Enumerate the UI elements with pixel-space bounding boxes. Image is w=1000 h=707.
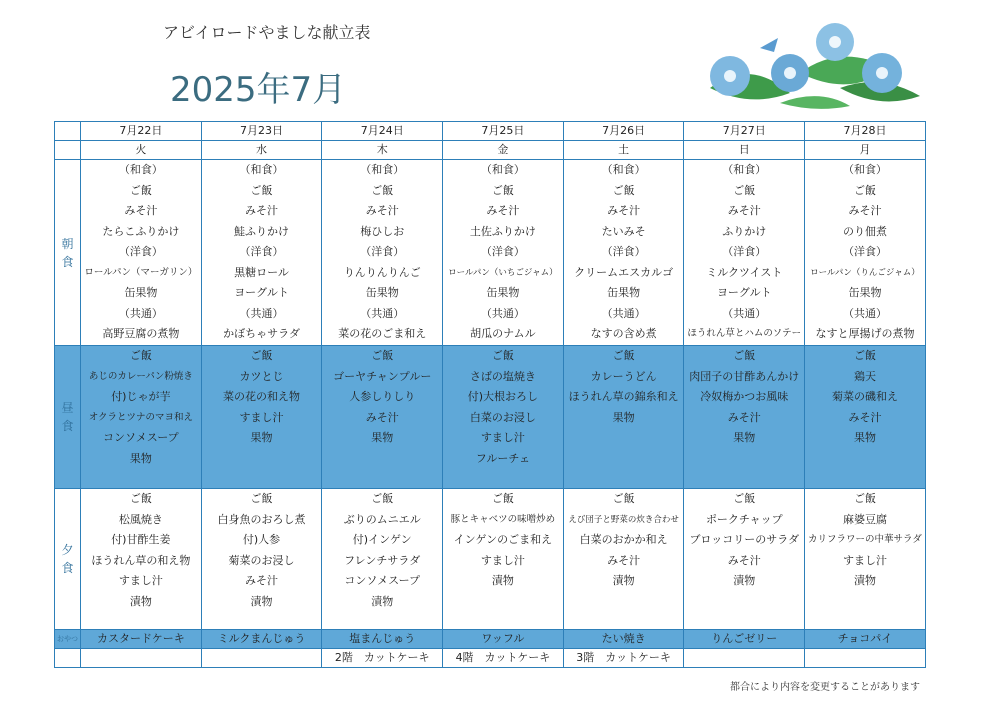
menu-item: コンソメスープ [103,431,179,444]
menu-item: 付)じゃが芋 [111,390,171,403]
menu-item: ご飯 [612,183,635,197]
menu-item: ご飯 [853,349,876,362]
menu-item: 果物 [250,431,273,444]
menu-item: 土佐ふりかけ [469,224,536,238]
menu-item: 付)甘酢生姜 [111,533,171,546]
lunch-cell [684,346,805,489]
menu-item: ぶりのムニエル [343,512,421,526]
menu-item: 鶏天 [853,369,876,383]
menu-item: みそ汁 [245,204,279,217]
menu-item: 梅ひしお [360,224,405,238]
extra-cell: 3階 カットケーキ [563,649,684,668]
menu-item: 人参しりしり [349,390,416,403]
menu-item: ご飯 [250,183,273,197]
snack-cell: りんごゼリー [684,630,805,649]
snack-row [55,630,926,649]
date-cell: 7月22日 [81,122,202,141]
extra-cell: 2階 カットケーキ [322,649,443,668]
menu-item: 果物 [129,451,152,465]
extra-cell [805,649,926,668]
menu-item: フレンチサラダ [344,553,421,567]
breakfast-cell [322,160,443,346]
menu-item: ヨーグルト [716,286,772,299]
menu-item: みそ汁 [607,553,641,567]
dinner-row [55,489,926,630]
snack-cell: チョコパイ [805,630,926,649]
menu-item: 菊菜の磯和え [831,390,898,403]
menu-item: ご飯 [733,349,756,362]
menu-item: 付)人参 [242,533,281,546]
month-title: 2025年7月 [170,70,347,110]
flower-shapes [710,23,902,96]
menu-item: ご飯 [853,183,876,197]
date-cell: 7月27日 [684,122,805,141]
menu-item: みそ汁 [727,410,761,424]
menu-item: ご飯 [371,183,394,197]
menu-item: フルーチェ [475,451,531,465]
weekday-cell: 月 [805,141,926,160]
menu-item: 付)大根おろし [467,390,539,403]
menu-item: ご飯 [491,183,514,197]
lunch-cell [805,346,926,489]
corner-cell [55,649,81,668]
menu-item: みそ汁 [848,410,882,424]
menu-item: （和食） [360,163,405,176]
menu-item: 白身魚のおろし煮 [217,512,306,526]
menu-item: かぼちゃサラダ [223,327,300,340]
corner-cell [55,141,81,160]
menu-item: ロールパン（いちごジャム） [448,267,558,278]
menu-item: みそ汁 [848,204,882,217]
menu-item: コンソメスープ [344,574,421,587]
menu-item: 松風焼き [118,512,163,526]
menu-item: ご飯 [129,183,152,197]
menu-item: ほうれん草とハムのソテー [687,328,802,339]
menu-item: ほうれん草の錦糸和え [568,390,679,403]
menu-item: すまし汁 [842,553,887,567]
menu-item: クリームエスカルゴ [574,265,674,279]
menu-item: （洋食） [360,245,405,258]
menu-item: （共通） [118,306,163,320]
breakfast-cell [805,160,926,346]
menu-item: 麻婆豆腐 [842,512,887,526]
menu-item: （和食） [239,163,284,176]
menu-item: 果物 [853,431,876,444]
menu-item: さばの塩焼き [469,369,536,383]
menu-item: 白菜のお浸し [469,410,536,424]
menu-item: 缶果物 [607,286,641,299]
menu-item: （洋食） [118,245,163,258]
menu-item: ご飯 [250,492,273,505]
menu-item: （和食） [722,163,767,176]
menu-item: みそ汁 [727,204,761,217]
menu-item: 鮭ふりかけ [234,224,290,238]
menu-item: （共通） [480,306,525,320]
lunch-cell [563,346,684,489]
date-cell: 7月23日 [201,122,322,141]
menu-item: みそ汁 [486,204,520,217]
menu-item: 豚とキャベツの味噌炒め [450,513,556,525]
breakfast-cell [443,160,564,346]
snack-cell: ミルクまんじゅう [201,630,322,649]
snack-cell: たい焼き [563,630,684,649]
menu-item: 漬物 [733,574,756,587]
menu-item: ほうれん草の和え物 [91,553,191,567]
menu-item: ご飯 [612,349,635,362]
extra-cell [201,649,322,668]
menu-item: ポークチャップ [705,512,783,526]
menu-item: あじのカレーパン粉焼き [88,370,193,382]
facility-title: アビイロードやましな献立表 [163,23,371,42]
menu-item: りんりんりんご [343,265,421,279]
menu-item: （洋食） [601,245,646,258]
menu-item: （共通） [239,306,284,320]
menu-item: 漬物 [612,574,635,587]
menu-item: ご飯 [853,492,876,505]
dinner-cell [684,489,805,630]
menu-item: カリフラワーの中華サラダ [808,534,922,545]
breakfast-cell [563,160,684,346]
lunch-cell [322,346,443,489]
menu-item: ミルクツイスト [706,265,783,279]
date-row [55,122,926,141]
weekday-cell: 火 [81,141,202,160]
weekday-row [55,141,926,160]
menu-item: カレーうどん [590,369,657,383]
menu-item: （和食） [842,163,887,176]
menu-item: 白菜のおかか和え [579,533,668,546]
menu-item: （和食） [601,163,646,176]
weekday-cell: 土 [563,141,684,160]
menu-item: 菊菜のお浸し [228,553,295,567]
menu-item: みそ汁 [245,574,279,587]
menu-item: なすと厚揚げの煮物 [815,327,915,340]
menu-item: すまし汁 [118,574,163,587]
menu-item: すまし汁 [480,431,525,444]
extra-cell [81,649,202,668]
menu-item: 缶果物 [486,286,520,299]
menu-item: 果物 [612,410,635,424]
menu-item: ふりかけ [722,224,767,238]
date-cell: 7月25日 [443,122,564,141]
menu-item: えび団子と野菜の炊き合わせ [568,514,679,525]
menu-item: ご飯 [612,492,635,505]
menu-item: ロールパン（マーガリン） [84,266,198,278]
menu-item: インゲンのごま和え [453,533,553,546]
menu-item: カツとじ [239,369,284,383]
menu-item: ご飯 [129,349,152,362]
snack-cell: 塩まんじゅう [322,630,443,649]
menu-item: 菜の花の和え物 [223,390,301,403]
menu-item: 高野豆腐の煮物 [102,327,180,340]
menu-item: ご飯 [491,349,514,362]
menu-item: （和食） [118,163,163,176]
menu-item: 菜の花のごま和え [338,327,427,340]
menu-item: ご飯 [371,492,394,505]
menu-item: （共通） [360,306,405,320]
menu-item: たいみそ [601,224,646,238]
date-cell: 7月24日 [322,122,443,141]
menu-item: すまし汁 [239,410,284,424]
dinner-cell [322,489,443,630]
weekday-cell: 日 [684,141,805,160]
menu-item: 肉団子の甘酢あんかけ [689,369,800,383]
dinner-label: 夕食 [55,489,81,630]
menu-item: ヨーグルト [234,286,289,299]
corner-cell [55,122,81,141]
menu-item: たらこふりかけ [102,224,180,238]
lunch-cell [81,346,202,489]
menu-item: すまし汁 [480,553,525,567]
dinner-cell [81,489,202,630]
dinner-cell [201,489,322,630]
menu-item: 黒糖ロール [234,265,289,279]
extra-cell [684,649,805,668]
weekday-cell: 水 [201,141,322,160]
menu-item: 漬物 [491,574,514,587]
footer-note: 都合により内容を変更することがあります [730,682,920,693]
menu-item: ご飯 [371,349,394,362]
menu-item: みそ汁 [124,204,158,217]
dinner-cell [443,489,564,630]
menu-item: 冷奴梅かつお風味 [700,390,789,403]
extra-cell: 4階 カットケーキ [443,649,564,668]
snack-cell: ワッフル [443,630,564,649]
menu-item: （共通） [842,306,887,320]
menu-item: 付)インゲン [352,533,412,546]
menu-item: 漬物 [853,574,876,587]
menu-item: 胡瓜のナムル [470,327,536,340]
menu-item: なすの含め煮 [590,327,657,340]
menu-item: （洋食） [842,245,887,258]
menu-item: 缶果物 [365,286,399,299]
lunch-cell [443,346,564,489]
menu-item: みそ汁 [365,204,399,217]
menu-item: （共通） [722,306,767,320]
extra-row [55,649,926,668]
menu-item: （洋食） [722,245,767,258]
menu-item: ブロッコリーのサラダ [689,533,800,546]
breakfast-row [55,160,926,346]
menu-item: ご飯 [250,349,273,362]
menu-item: （和食） [480,163,525,176]
menu-item: （洋食） [239,245,284,258]
menu-item: ご飯 [129,492,152,505]
lunch-label: 昼食 [55,346,81,489]
breakfast-cell [684,160,805,346]
weekday-cell: 金 [443,141,564,160]
breakfast-label: 朝食 [55,160,81,346]
menu-table [54,121,926,668]
menu-item: みそ汁 [607,204,641,217]
menu-item: ゴーヤチャンプルー [333,369,432,383]
lunch-cell [201,346,322,489]
menu-item: オクラとツナのマヨ和え [88,411,193,423]
menu-item: （共通） [601,306,646,320]
menu-item: みそ汁 [727,553,761,567]
menu-item: 漬物 [250,594,273,608]
menu-item: 缶果物 [124,286,158,299]
menu-item: ご飯 [491,492,514,505]
morning-glory-illustration [690,18,930,113]
menu-item: （洋食） [480,245,525,258]
dinner-cell [805,489,926,630]
date-cell: 7月26日 [563,122,684,141]
menu-item: 果物 [371,431,394,444]
breakfast-cell [201,160,322,346]
menu-item: ご飯 [733,183,756,197]
dinner-cell [563,489,684,630]
breakfast-cell [81,160,202,346]
menu-item: 漬物 [371,594,394,608]
snack-label: おやつ [55,630,81,649]
lunch-row [55,346,926,489]
date-cell: 7月28日 [805,122,926,141]
snack-cell: カスタードケーキ [81,630,202,649]
menu-item: ロールパン（りんごジャム） [810,267,920,278]
menu-item: ご飯 [733,492,756,505]
menu-item: 缶果物 [848,286,882,299]
menu-item: みそ汁 [365,410,399,424]
menu-item: のり佃煮 [842,224,887,238]
weekday-cell: 木 [322,141,443,160]
menu-item: 漬物 [129,594,152,608]
menu-item: 果物 [733,431,756,444]
